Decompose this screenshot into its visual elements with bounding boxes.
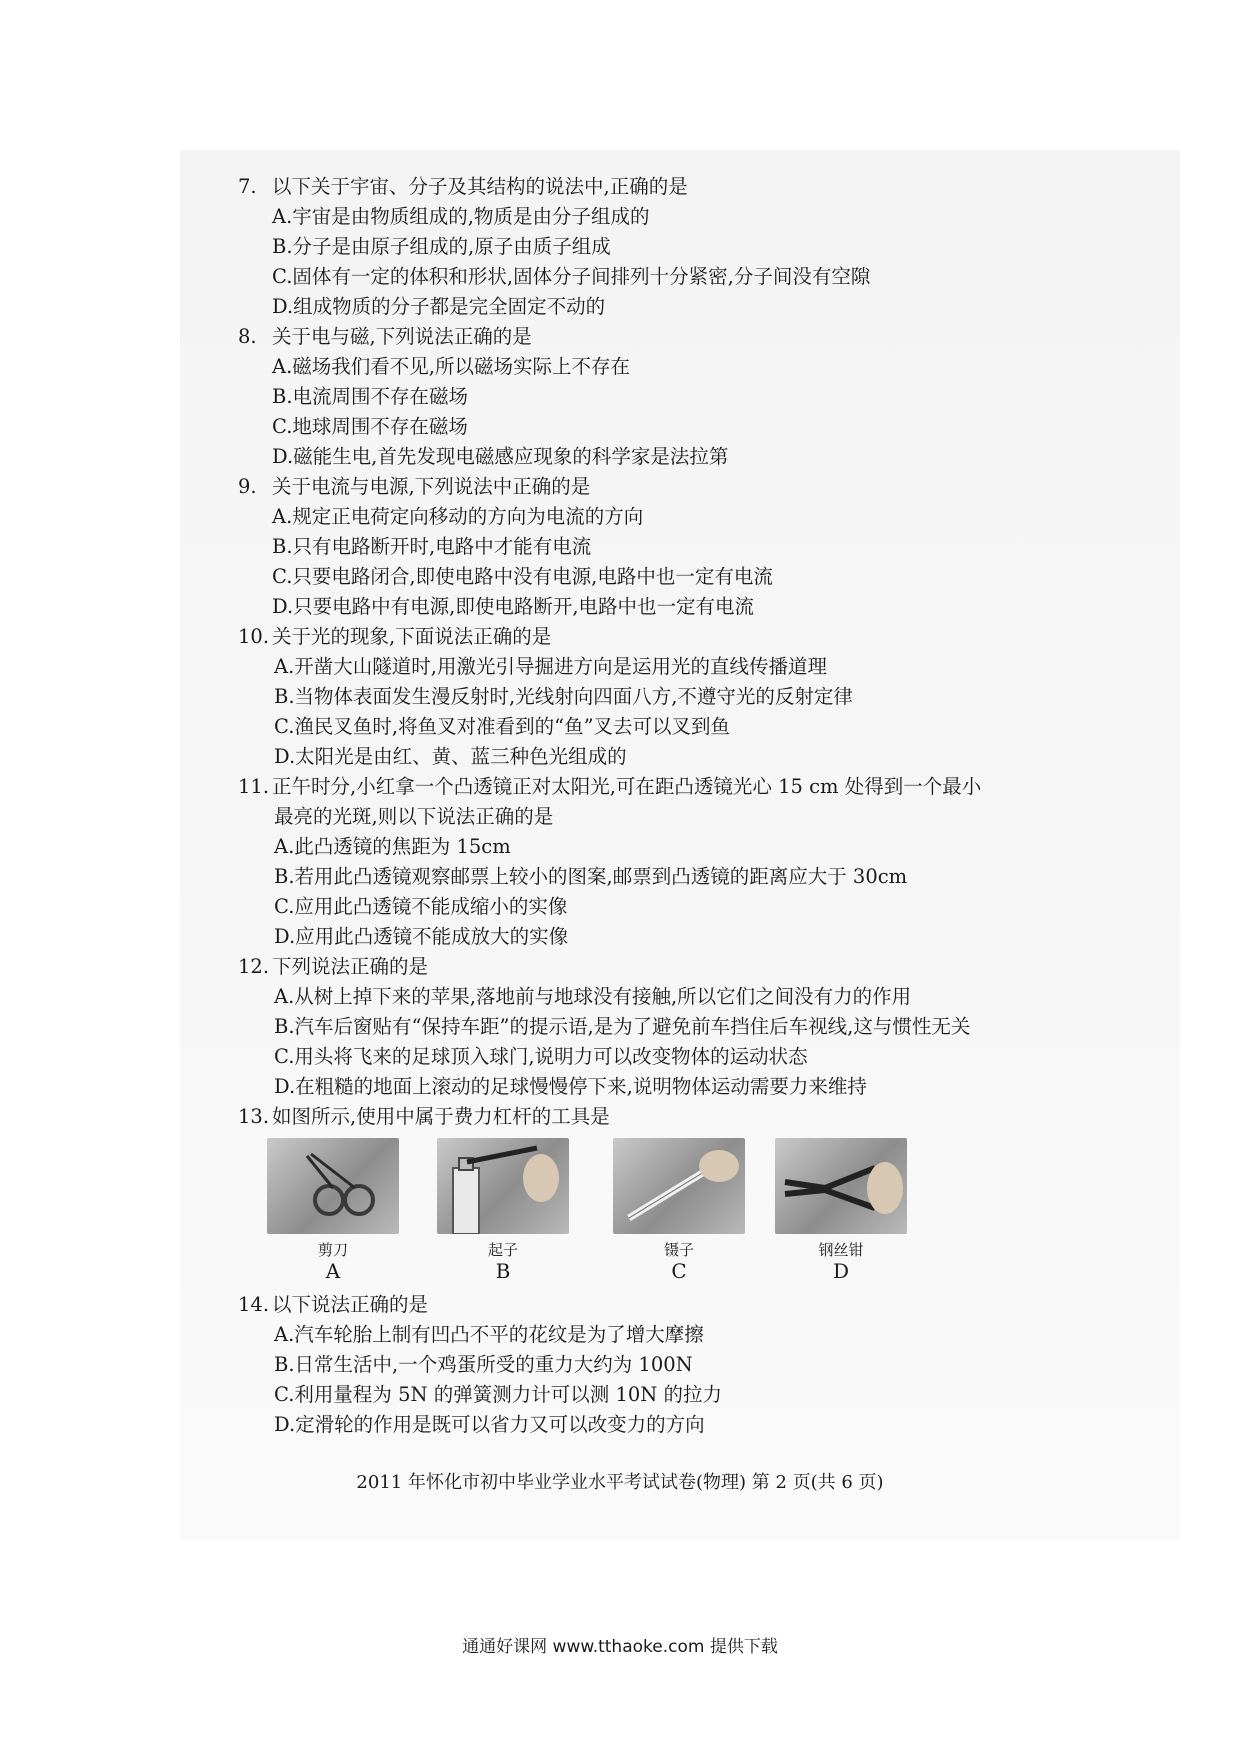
option-a: A.此凸透镜的焦距为 15cm <box>274 835 511 858</box>
option-b: B.汽车后窗贴有“保持车距”的提示语,是为了避免前车挡住后车视线,这与惯性无关 <box>274 1015 971 1038</box>
question-stem: 10. 关于光的现象,下面说法正确的是 <box>238 625 552 648</box>
tweezers-photo-icon <box>613 1138 745 1234</box>
pliers-photo-icon <box>775 1138 907 1234</box>
question-10 <box>238 622 1138 772</box>
question-stem: 14. 以下说法正确的是 <box>238 1293 429 1316</box>
option-b: B.若用此凸透镜观察邮票上较小的图案,邮票到凸透镜的距离应大于 30cm <box>274 865 908 888</box>
question-7 <box>238 172 1138 322</box>
option-a: A.磁场我们看不见,所以磁场实际上不存在 <box>272 355 630 378</box>
option-c: C.只要电路闭合,即使电路中没有电源,电路中也一定有电流 <box>272 565 773 588</box>
scissors-photo-icon <box>267 1138 399 1234</box>
question-9 <box>238 472 1138 622</box>
option-b: B.当物体表面发生漫反射时,光线射向四面八方,不遵守光的反射定律 <box>274 685 853 708</box>
question-stem: 7. 以下关于宇宙、分子及其结构的说法中,正确的是 <box>238 175 688 198</box>
tool-b: 起子 B <box>428 1138 578 1282</box>
option-c: C.应用此凸透镜不能成缩小的实像 <box>274 895 568 918</box>
tool-a: 剪刀 A <box>258 1138 408 1282</box>
exam-page <box>238 172 1138 1440</box>
option-c: C.渔民叉鱼时,将鱼叉对准看到的“鱼”叉去可以叉到鱼 <box>274 715 731 738</box>
option-b: B.日常生活中,一个鸡蛋所受的重力大约为 100N <box>274 1353 693 1376</box>
option-d: D.只要电路中有电源,即使电路断开,电路中也一定有电流 <box>272 595 755 618</box>
question-12 <box>238 952 1138 1102</box>
page-footer: 2011 年怀化市初中毕业学业水平考试试卷(物理) 第 2 页(共 6 页) <box>356 1472 884 1493</box>
tool-d: 钢丝钳 D <box>766 1138 916 1282</box>
question-stem: 13. 如图所示,使用中属于费力杠杆的工具是 <box>238 1105 610 1128</box>
option-a: A.汽车轮胎上制有凹凸不平的花纹是为了增大摩擦 <box>274 1323 704 1346</box>
option-b: B.分子是由原子组成的,原子由质子组成 <box>272 235 611 258</box>
tool-figures <box>238 1138 1138 1288</box>
option-b: B.电流周围不存在磁场 <box>272 385 469 408</box>
question-stem: 9. 关于电流与电源,下列说法中正确的是 <box>238 475 591 498</box>
option-d: D.定滑轮的作用是既可以省力又可以改变力的方向 <box>274 1413 705 1436</box>
option-a: A.开凿大山隧道时,用激光引导掘进方向是运用光的直线传播道理 <box>274 655 827 678</box>
option-c: C.地球周围不存在磁场 <box>272 415 468 438</box>
question-stem: 8. 关于电与磁,下列说法正确的是 <box>238 325 532 348</box>
option-c: C.利用量程为 5N 的弹簧测力计可以测 10N 的拉力 <box>274 1383 723 1406</box>
option-c: C.用头将飞来的足球顶入球门,说明力可以改变物体的运动状态 <box>274 1045 808 1068</box>
question-13 <box>238 1102 1138 1288</box>
download-credit: 通通好课网 www.tthaoke.com 提供下载 <box>462 1637 778 1657</box>
option-d: D.太阳光是由红、黄、蓝三种色光组成的 <box>274 745 627 768</box>
option-d: D.在粗糙的地面上滚动的足球慢慢停下来,说明物体运动需要力来维持 <box>274 1075 867 1098</box>
question-8 <box>238 322 1138 472</box>
question-11 <box>238 772 1138 952</box>
option-b: B.只有电路断开时,电路中才能有电流 <box>272 535 592 558</box>
option-a: A.规定正电荷定向移动的方向为电流的方向 <box>272 505 644 528</box>
option-d: D.组成物质的分子都是完全固定不动的 <box>272 295 606 318</box>
option-d: D.应用此凸透镜不能成放大的实像 <box>274 925 569 948</box>
option-a: A.从树上掉下来的苹果,落地前与地球没有接触,所以它们之间没有力的作用 <box>274 985 912 1008</box>
bottle-opener-photo-icon <box>437 1138 569 1234</box>
option-a: A.宇宙是由物质组成的,物质是由分子组成的 <box>272 205 650 228</box>
option-d: D.磁能生电,首先发现电磁感应现象的科学家是法拉第 <box>272 445 729 468</box>
question-stem: 12. 下列说法正确的是 <box>238 955 429 978</box>
question-stem-continued: 最亮的光斑,则以下说法正确的是 <box>274 805 554 828</box>
question-14 <box>238 1290 1138 1440</box>
tool-c: 镊子 C <box>604 1138 754 1282</box>
question-stem: 11. 正午时分,小红拿一个凸透镜正对太阳光,可在距凸透镜光心 15 cm 处得到一个最小 <box>238 775 982 798</box>
option-c: C.固体有一定的体积和形状,固体分子间排列十分紧密,分子间没有空隙 <box>272 265 871 288</box>
